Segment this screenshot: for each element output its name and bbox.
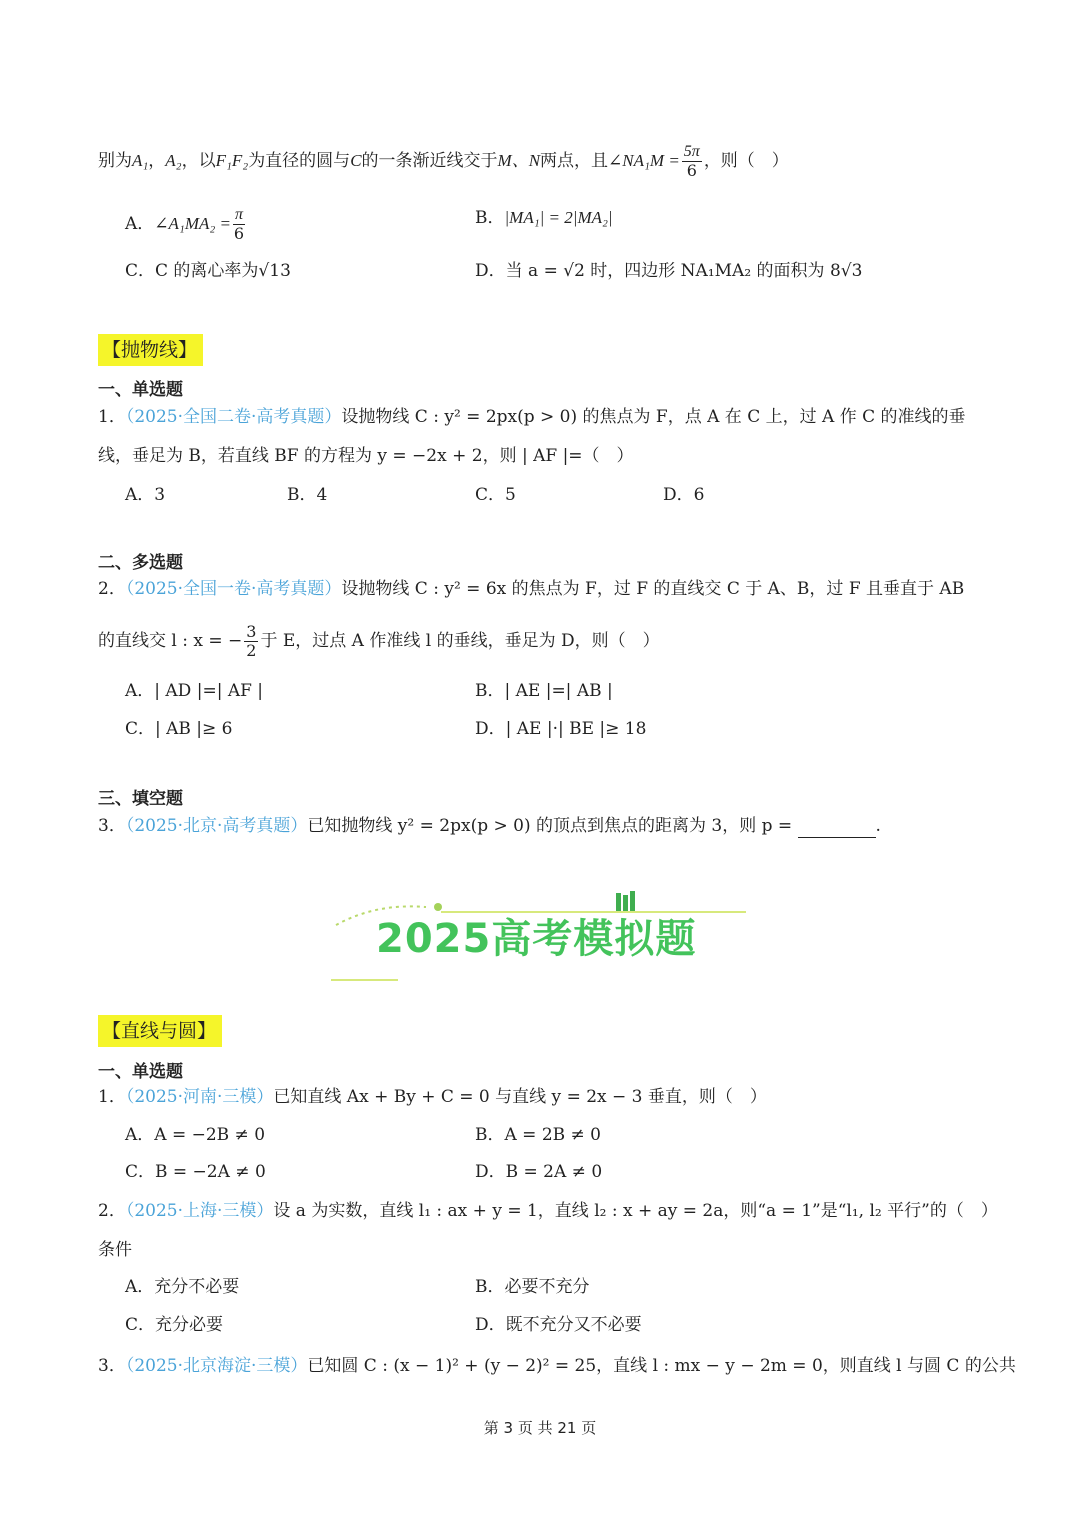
intro-a2: A₂: [165, 151, 182, 170]
question-number: 3．: [98, 1356, 126, 1376]
lc-question-2: [98, 1199, 998, 1223]
intro-text: 的一条渐近线交于: [361, 151, 498, 171]
question-1: [98, 405, 966, 429]
intro-f1f2: F₁F₂: [215, 151, 249, 170]
intro-text: 别为: [98, 151, 132, 171]
option-expr: |MA₁| = 2|MA₂|: [504, 208, 613, 227]
question-source: （2025·北京海淀·三模）: [125, 1356, 308, 1376]
question-text: 设抛物线 C : y² = 2px(p > 0) 的焦点为 F，点 A 在 C 上，过 A 作 C 的准线的垂: [341, 407, 966, 427]
q2-option-a: A．| AD |=| AF |: [125, 681, 264, 701]
option-label: C．: [125, 261, 156, 281]
section-tag-parabola: 【抛物线】: [98, 334, 203, 366]
heading-multi-choice: 二、多选题: [98, 553, 183, 573]
frac-numerator: 5π: [683, 143, 700, 160]
question-number: 3．: [98, 816, 126, 836]
q1-option-a: A．3: [125, 485, 166, 505]
q1-option-d: D．6: [663, 485, 705, 505]
heading-fill-blank: 三、填空题: [98, 789, 183, 809]
question-number: 2．: [98, 1201, 126, 1221]
question-text: 于 E，过点 A 作准线 l 的垂线，垂足为 D，则（ ）: [260, 631, 660, 651]
section-tag-line-circle: 【直线与圆】: [98, 1015, 222, 1047]
question-2: [98, 577, 964, 601]
option-label: A．: [125, 214, 155, 234]
lc-q2-option-b: B．必要不充分: [475, 1277, 590, 1297]
intro-text: ，则（ ）: [703, 151, 789, 171]
frac-denominator: 6: [233, 224, 245, 243]
lc-q2-option-d: D．既不充分又不必要: [475, 1315, 642, 1335]
intro-text: ，以: [181, 151, 216, 171]
lc-q2-option-a: A．充分不必要: [125, 1277, 240, 1297]
intro-angle: ∠NA₁M =: [608, 151, 680, 170]
option-d: [475, 259, 862, 283]
lc-question-2-line2: 条件: [98, 1240, 132, 1260]
option-b: [475, 206, 613, 230]
frac-numerator: 3: [246, 622, 257, 641]
q2-option-c: C．| AB |≥ 6: [125, 719, 233, 739]
question-text: 的直线交 l : x = −: [98, 631, 243, 651]
question-text: 设 a 为实数，直线 l₁ : ax + y = 1，直线 l₂ : x + ay = 2a，则“a = 1”是“l₁, l₂ 平行”的（ ）: [273, 1201, 998, 1221]
intro-fraction: [682, 143, 702, 180]
frac-denominator: 6: [686, 161, 697, 180]
lc-question-1: [98, 1085, 767, 1109]
q2-option-b: B．| AE |=| AB |: [475, 681, 613, 701]
option-expr: ∠A₁MA₂ =: [154, 214, 231, 233]
question-number: 1．: [98, 1087, 126, 1107]
intro-a1: A₁: [132, 151, 149, 170]
q1-option-c: C．5: [475, 485, 516, 505]
lc-q1-option-d: D．B = 2A ≠ 0: [475, 1162, 603, 1182]
question-number: 2．: [98, 579, 126, 599]
answer-blank: [798, 819, 876, 838]
intro-mn: M、N: [497, 151, 541, 170]
question-text: 设抛物线 C : y² = 6x 的焦点为 F，过 F 的直线交 C 于 A、B，过 F 且垂直于 AB: [341, 579, 965, 599]
option-label: B．: [475, 208, 505, 228]
question-3: [98, 814, 881, 838]
question-number: 1．: [98, 407, 126, 427]
section-banner: [326, 885, 756, 990]
question-end: .: [875, 816, 881, 836]
page-footer: 第 3 页 共 21 页: [483, 1419, 597, 1437]
intro-sep: ，: [148, 151, 166, 171]
lc-q1-option-a: A．A = −2B ≠ 0: [125, 1125, 266, 1145]
banner-title: 2025高考模拟题: [376, 916, 697, 962]
question-text: 已知圆 C : (x − 1)² + (y − 2)² = 25，直线 l : mx − y − 2m = 0，则直线 l 与圆 C 的公共: [307, 1356, 1016, 1376]
question-source: （2025·上海·三模）: [125, 1201, 274, 1221]
option-a: [125, 206, 247, 243]
option-fraction: [233, 206, 245, 243]
q1-option-b: B．4: [287, 485, 328, 505]
lc-q2-option-c: C．充分必要: [125, 1315, 224, 1335]
frac-numerator: π: [235, 206, 244, 223]
question-source: （2025·全国二卷·高考真题）: [125, 407, 342, 427]
option-expr: C 的离心率为√13: [155, 261, 291, 281]
question-source: （2025·河南·三模）: [125, 1087, 274, 1107]
intro-text: 为直径的圆与: [248, 151, 351, 171]
intro-c: C: [350, 151, 362, 170]
heading-single-choice: 一、单选题: [98, 380, 183, 400]
question-1-line2: 线，垂足为 B，若直线 BF 的方程为 y = −2x + 2，则 | AF |=（ ）: [98, 446, 634, 466]
option-expr: 当 a = √2 时，四边形 NA₁MA₂ 的面积为 8√3: [505, 261, 863, 281]
lc-q1-option-c: C．B = −2A ≠ 0: [125, 1162, 266, 1182]
lc-question-3: [98, 1354, 1016, 1378]
option-c: [125, 259, 291, 283]
intro-text: 两点，且: [540, 151, 609, 171]
question-source: （2025·全国一卷·高考真题）: [125, 579, 342, 599]
question-text: 已知抛物线 y² = 2px(p > 0) 的顶点到焦点的距离为 3，则 p =: [307, 816, 793, 836]
q2-fraction: [244, 623, 258, 660]
q2-option-d: D．| AE |·| BE |≥ 18: [475, 719, 647, 739]
intro-line: [98, 143, 789, 180]
option-label: D．: [475, 261, 506, 281]
heading-single-choice-2: 一、单选题: [98, 1062, 183, 1082]
lc-q1-option-b: B．A = 2B ≠ 0: [475, 1125, 601, 1145]
question-2-line2: [98, 623, 660, 660]
question-text: 已知直线 Ax + By + C = 0 与直线 y = 2x − 3 垂直，则（ ）: [273, 1087, 767, 1107]
frac-denominator: 2: [246, 641, 257, 660]
question-source: （2025·北京·高考真题）: [125, 816, 308, 836]
